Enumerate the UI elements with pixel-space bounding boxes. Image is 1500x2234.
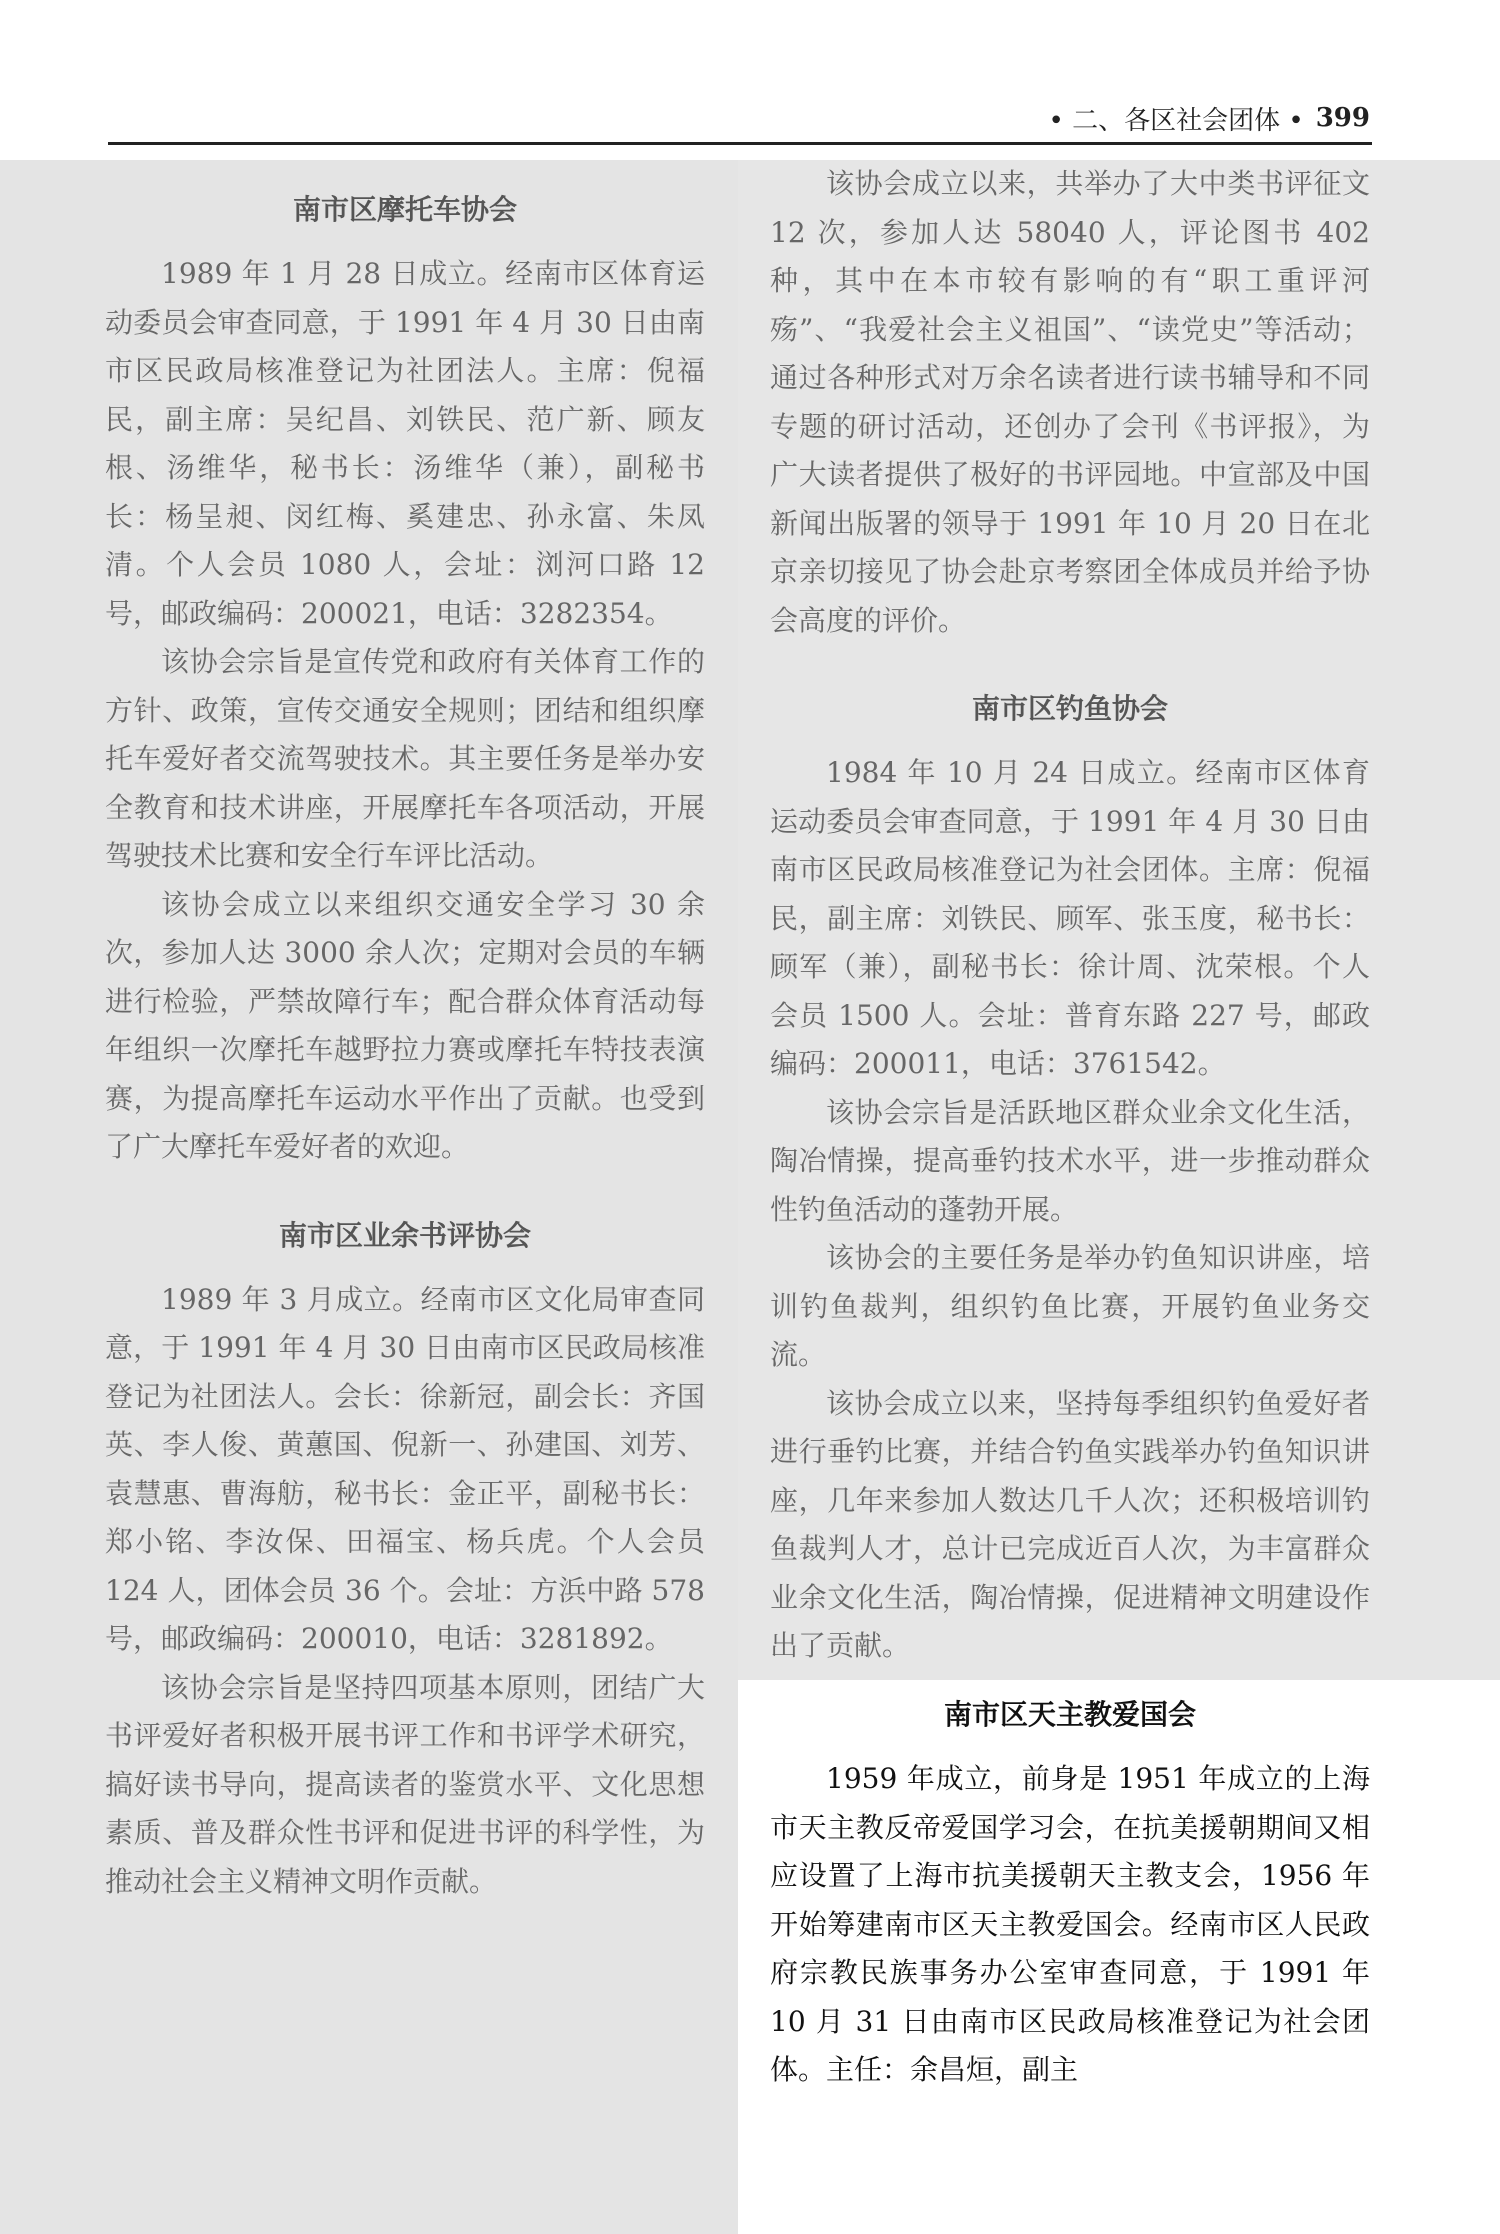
fishing-association-title: 南市区钓鱼协会 bbox=[971, 692, 1168, 725]
paragraph: 该协会宗旨是活跃地区群众业余文化生活，陶冶情操，提高垂钓技术水平，进一步推动群众性钓鱼活动的蓬勃开展。 bbox=[770, 1095, 1370, 1226]
catholic-association-title: 南市区天主教爱国会 bbox=[943, 1698, 1196, 1731]
section-title: • 二、各区社会团体 • bbox=[1048, 105, 1304, 136]
header-rule bbox=[108, 142, 1372, 145]
book-review-association-title: 南市区业余书评协会 bbox=[278, 1218, 531, 1252]
right-column-lower bbox=[770, 1685, 1370, 2095]
paragraph: 1984 年 10 月 24 日成立。经南市区体育运动委员会审查同意，于 1991 年 4 月 30 日由南市区民政局核准登记为社会团体。主席：倪福民，副主席：刘铁民、顾军、张玉度，秘书长：顾军（兼），副秘书长：徐计周、沈荣根。个人会员 1500 人。会址：普育东路 227 号，邮政编码：200011，电话：3761542。 bbox=[770, 756, 1370, 1080]
left-column bbox=[105, 180, 705, 1906]
page-number: 399 bbox=[1315, 103, 1370, 133]
paragraph: 该协会的主要任务是举办钓鱼知识讲座，培训钓鱼裁判，组织钓鱼比赛，开展钓鱼业务交流。 bbox=[770, 1241, 1370, 1371]
right-column bbox=[770, 160, 1370, 1671]
running-header bbox=[108, 96, 1370, 140]
paragraph: 该协会成立以来组织交通安全学习 30 余次，参加人达 3000 余人次；定期对会员的车辆进行检验，严禁故障行车；配合群众体育活动每年组织一次摩托车越野拉力赛或摩托车特技表演赛，为提高摩托车运动水平作出了贡献。也受到了广大摩托车爱好者的欢迎。 bbox=[105, 887, 705, 1163]
paragraph: 1959 年成立，前身是 1951 年成立的上海市天主教反帝爱国学习会，在抗美援朝期间又相应设置了上海市抗美援朝天主教支会，1956 年开始筹建南市区天主教爱国会。经南市区人民政府宗教民族事务办公室审查同意，于 1991 年 10 月 31 日由南市区民政局核准登记为社会团体。主任：余昌烜，副主 bbox=[770, 1762, 1370, 2086]
paragraph: 该协会成立以来，坚持每季组织钓鱼爱好者进行垂钓比赛，并结合钓鱼实践举办钓鱼知识讲座，几年来参加人数达几千人次；还积极培训钓鱼裁判人才，总计已完成近百人次，为丰富群众业余文化生活，陶冶情操，促进精神文明建设作出了贡献。 bbox=[770, 1386, 1370, 1662]
paragraph: 该协会成立以来，共举办了大中类书评征文 12 次，参加人达 58040 人，评论图书 402 种，其中在本市较有影响的有“职工重评河殇”、“我爱社会主义祖国”、“读党史”等活动；通过各种形式对万余名读者进行读书辅导和不同专题的研讨活动，还创办了会刊《书评报》，为广大读者提供了极好的书评园地。中宣部及中国新闻出版署的领导于 1991 年 10 月 20 日在北京亲切接见了协会赴京考察团全体成员并给予协会高度的评价。 bbox=[770, 167, 1370, 637]
paragraph: 该协会宗旨是宣传党和政府有关体育工作的方针、政策，宣传交通安全规则；团结和组织摩托车爱好者交流驾驶技术。其主要任务是举办安全教育和技术讲座，开展摩托车各项活动，开展驾驶技术比赛和安全行车评比活动。 bbox=[105, 645, 705, 872]
paragraph: 1989 年 3 月成立。经南市区文化局审查同意，于 1991 年 4 月 30 日由南市区民政局核准登记为社团法人。会长：徐新冠，副会长：齐国英、李人俊、黄蕙国、倪新一、孙建国、刘芳、袁慧惠、曹海舫，秘书长：金正平，副秘书长：郑小铭、李汝保、田福宝、杨兵虎。个人会员 124 人，团体会员 36 个。会址：方浜中路 578 号，邮政编码：200010，电话：3281892。 bbox=[105, 1282, 705, 1655]
motorcycle-association-title: 南市区摩托车协会 bbox=[292, 193, 517, 226]
paragraph: 该协会宗旨是坚持四项基本原则，团结广大书评爱好者积极开展书评工作和书评学术研究，搞好读书导向，提高读者的鉴赏水平、文化思想素质、普及群众性书评和促进书评的科学性，为推动社会主义精神文明作贡献。 bbox=[105, 1670, 705, 1898]
paragraph: 1989 年 1 月 28 日成立。经南市区体育运动委员会审查同意，于 1991 年 4 月 30 日由南市区民政局核准登记为社团法人。主席：倪福民，副主席：吴纪昌、刘铁民、范广新、顾友根、汤维华，秘书长：汤维华（兼），副秘书长：杨呈昶、闵红梅、奚建忠、孙永富、朱凤清。个人会员 1080 人，会址：浏河口路 12 号，邮政编码：200021，电话：3282354。 bbox=[105, 257, 705, 630]
